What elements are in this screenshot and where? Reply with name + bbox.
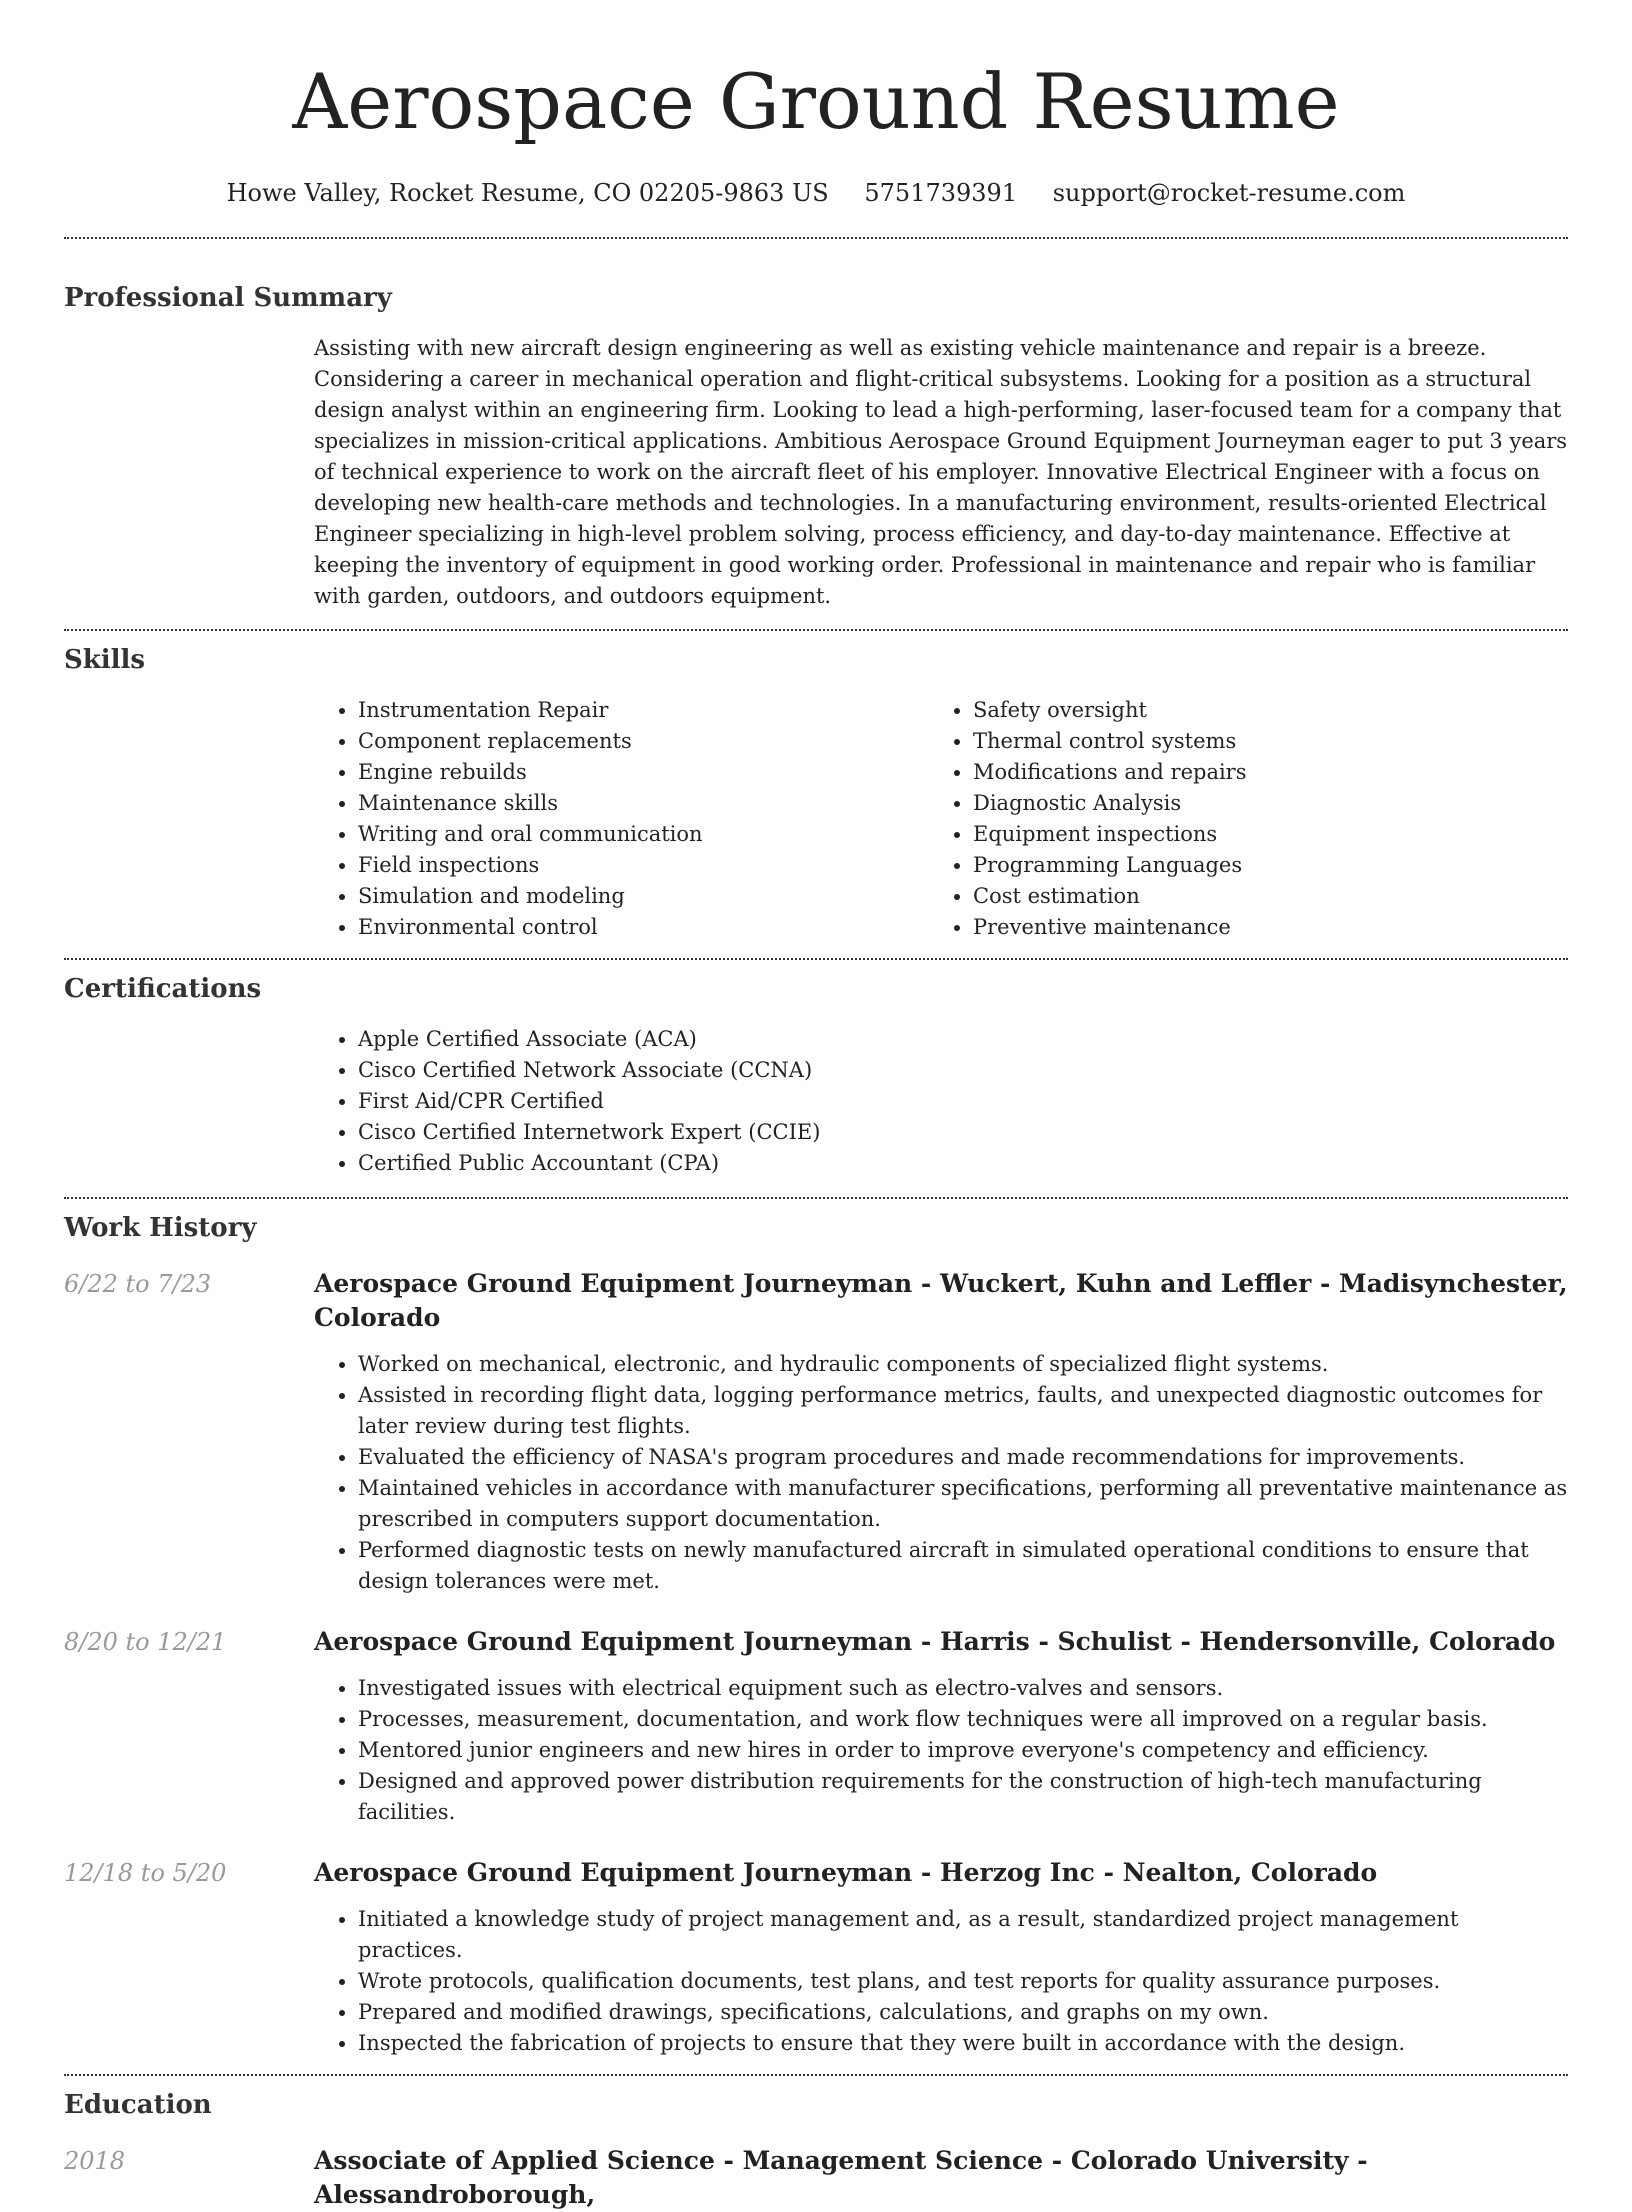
certification-item: • Certified Public Accountant (CPA) bbox=[358, 1148, 1568, 1179]
skill-item: • Programming Languages bbox=[973, 850, 1544, 881]
skill-item: • Environmental control bbox=[358, 912, 929, 943]
certifications-heading: Certifications bbox=[64, 974, 262, 1004]
job-bullet: • Wrote protocols, qualification documents, test plans, and test reports for quality assurance purposes. bbox=[358, 1966, 1568, 1997]
skill-item: • Safety oversight bbox=[973, 695, 1544, 726]
contact-phone: 5751739391 bbox=[864, 179, 1018, 207]
certifications-section bbox=[64, 972, 1568, 1179]
divider bbox=[64, 629, 1568, 631]
certifications-list bbox=[314, 1024, 1568, 1179]
job-entry bbox=[64, 1625, 1568, 1828]
skill-item: • Maintenance skills bbox=[358, 788, 929, 819]
job-dates: 8/20 to 12/21 bbox=[64, 1628, 227, 1656]
job-bullet: • Performed diagnostic tests on newly manufactured aircraft in simulated operational conditions to ensure that design tolerances were met. bbox=[358, 1535, 1568, 1597]
job-bullet: • Inspected the fabrication of projects to ensure that they were built in accordance with the design. bbox=[358, 2028, 1568, 2059]
skill-item: • Field inspections bbox=[358, 850, 929, 881]
job-bullet: • Assisted in recording flight data, logging performance metrics, faults, and unexpected diagnostic outcomes for later review during test flights. bbox=[358, 1380, 1568, 1442]
job-dates: 6/22 to 7/23 bbox=[64, 1270, 212, 1298]
skill-item: • Component replacements bbox=[358, 726, 929, 757]
summary-section bbox=[64, 281, 1568, 612]
skill-item: • Cost estimation bbox=[973, 881, 1544, 912]
skill-item: • Simulation and modeling bbox=[358, 881, 929, 912]
job-entry bbox=[64, 1267, 1568, 1597]
job-entry bbox=[64, 1856, 1568, 2059]
skills-list-right bbox=[929, 695, 1544, 943]
job-bullets bbox=[314, 1673, 1568, 1828]
skill-item: • Thermal control systems bbox=[973, 726, 1544, 757]
divider bbox=[64, 958, 1568, 960]
certification-item: • Cisco Certified Network Associate (CCNA) bbox=[358, 1055, 1568, 1086]
work-history-heading: Work History bbox=[64, 1213, 257, 1243]
skill-item: • Diagnostic Analysis bbox=[973, 788, 1544, 819]
skills-heading: Skills bbox=[64, 645, 146, 675]
skill-item: • Writing and oral communication bbox=[358, 819, 929, 850]
summary-text: Assisting with new aircraft design engineering as well as existing vehicle maintenance and repair is a breeze. Considering a career in mechanical operation and flight-critical subsystems. Looking for a position as a structural design analyst within an engineering firm. Looking to lead a high-performing, laser-focused team for a company that specializes in mission-critical applications. Ambitious Aerospace Ground Equipment Journeyman eager to put 3 years of technical experience to work on the aircraft fleet of his employer. Innovative Electrical Engineer with a focus on developing new health-care methods and technologies. In a manufacturing environment, results-oriented Electrical Engineer specializing in high-level problem solving, process efficiency, and day-to-day maintenance. Effective at keeping the inventory of equipment in good working order. Professional in maintenance and repair who is familiar with garden, outdoors, and outdoors equipment. bbox=[314, 336, 1568, 608]
contact-email: support@rocket-resume.com bbox=[1052, 179, 1406, 207]
job-title: Aerospace Ground Equipment Journeyman - Herzog Inc - Nealton, Colorado bbox=[314, 1858, 1378, 1887]
job-bullet: • Maintained vehicles in accordance with manufacturer specifications, performing all preventative maintenance as prescribed in computers support documentation. bbox=[358, 1473, 1568, 1535]
job-bullet: • Designed and approved power distribution requirements for the construction of high-tech manufacturing facilities. bbox=[358, 1766, 1568, 1828]
education-year: 2018 bbox=[64, 2147, 126, 2175]
job-bullet: • Evaluated the efficiency of NASA's program procedures and made recommendations for improvements. bbox=[358, 1442, 1568, 1473]
job-bullet: • Prepared and modified drawings, specifications, calculations, and graphs on my own. bbox=[358, 1997, 1568, 2028]
job-bullet: • Mentored junior engineers and new hires in order to improve everyone's competency and efficiency. bbox=[358, 1735, 1568, 1766]
divider bbox=[64, 237, 1568, 239]
skills-section bbox=[64, 643, 1568, 943]
divider bbox=[64, 1197, 1568, 1199]
skill-item: • Instrumentation Repair bbox=[358, 695, 929, 726]
skill-item: • Modifications and repairs bbox=[973, 757, 1544, 788]
skills-list-left bbox=[314, 695, 929, 943]
candidate-name: Aerospace Ground Resume bbox=[292, 57, 1340, 146]
skill-item: • Preventive maintenance bbox=[973, 912, 1544, 943]
job-bullets bbox=[314, 1349, 1568, 1597]
certification-item: • Cisco Certified Internetwork Expert (CCIE) bbox=[358, 1117, 1568, 1148]
job-bullet: • Initiated a knowledge study of project management and, as a result, standardized project management practices. bbox=[358, 1904, 1568, 1966]
education-title: Associate of Applied Science - Management Science - Colorado University - Alessandroborough, bbox=[314, 2146, 1368, 2209]
job-bullet: • Investigated issues with electrical equipment such as electro-valves and sensors. bbox=[358, 1673, 1568, 1704]
education-section bbox=[64, 2088, 1568, 2212]
job-bullets bbox=[314, 1904, 1568, 2059]
skill-item: • Engine rebuilds bbox=[358, 757, 929, 788]
certification-item: • First Aid/CPR Certified bbox=[358, 1086, 1568, 1117]
divider bbox=[64, 2074, 1568, 2076]
job-bullet: • Processes, measurement, documentation, and work flow techniques were all improved on a regular basis. bbox=[358, 1704, 1568, 1735]
education-entry bbox=[64, 2144, 1568, 2212]
certification-item: • Apple Certified Associate (ACA) bbox=[358, 1024, 1568, 1055]
job-title: Aerospace Ground Equipment Journeyman - Wuckert, Kuhn and Leffler - Madisynchester, Colorado bbox=[314, 1269, 1568, 1332]
work-history-section bbox=[64, 1211, 1568, 2059]
skill-item: • Equipment inspections bbox=[973, 819, 1544, 850]
contact-address: Howe Valley, Rocket Resume, CO 02205-9863 US bbox=[226, 179, 829, 207]
education-heading: Education bbox=[64, 2090, 212, 2120]
job-title: Aerospace Ground Equipment Journeyman - Harris - Schulist - Hendersonville, Colorado bbox=[314, 1627, 1556, 1656]
contact-line bbox=[64, 176, 1568, 210]
job-dates: 12/18 to 5/20 bbox=[64, 1859, 227, 1887]
summary-heading: Professional Summary bbox=[64, 283, 392, 313]
job-bullet: • Worked on mechanical, electronic, and hydraulic components of specialized flight systems. bbox=[358, 1349, 1568, 1380]
resume-page bbox=[64, 0, 1568, 2212]
